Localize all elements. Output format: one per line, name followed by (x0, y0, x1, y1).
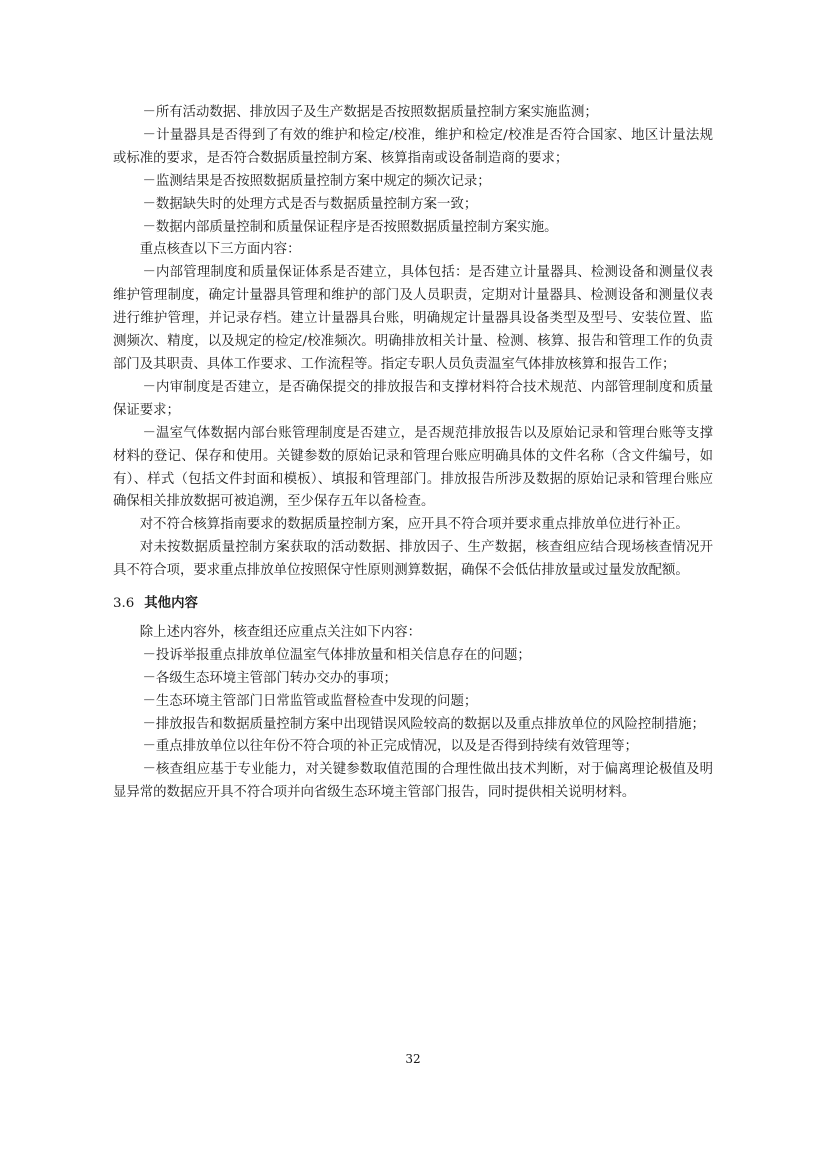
section-number: 3.6 (113, 596, 135, 612)
bullet-paragraph: －各级生态环境主管部门转办交办的事项； (142, 670, 397, 686)
bullet-paragraph: －排放报告和数据质量控制方案中出现错误风险较高的数据以及重点排放单位的风险控制措施； (142, 716, 705, 732)
bullet-paragraph: －温室气体数据内部台账管理制度是否建立，是否规范排放报告以及原始记录和管理台账等支撑材料的登记、保存和使用。关键参数的原始记录和管理台账应明确具体的文件名称（含文件编号，如有）、样式（包括文件封面和模板）、填报和管理部门。排放报告所涉及数据的原始记录和管理台账应确保相关排放数据可被追溯，至少保存五年以备检查。 (113, 425, 713, 510)
body-paragraph: 对未按数据质量控制方案获取的活动数据、排放因子、生产数据，核查组应结合现场核查情况开具不符合项，要求重点排放单位按照保守性原则测算数据，确保不会低估排放量或过量发放配额。 (113, 540, 713, 579)
section-heading (113, 593, 713, 616)
body-paragraph: 重点核查以下三方面内容： (139, 242, 301, 258)
page-number: 32 (405, 1052, 421, 1066)
page-content (113, 102, 713, 805)
section-title: 其他内容 (144, 596, 198, 612)
bullet-paragraph: －监测结果是否按照数据质量控制方案中规定的频次记录； (142, 173, 491, 189)
bullet-paragraph: －生态环境主管部门日常监管或监督检查中发现的问题； (142, 693, 478, 709)
paragraph-group-before-section (113, 102, 713, 583)
bullet-paragraph: －所有活动数据、排放因子及生产数据是否按照数据质量控制方案实施监测； (142, 105, 598, 120)
body-paragraph: 除上述内容外，核查组还应重点关注如下内容： (139, 624, 421, 640)
bullet-paragraph: －投诉举报重点排放单位温室气体排放量和相关信息存在的问题； (142, 647, 531, 663)
bullet-paragraph: －计量器具是否得到了有效的维护和检定/校准，维护和检定/校准是否符合国家、地区计量法规或标准的要求，是否符合数据质量控制方案、核算指南或设备制造商的要求； (113, 127, 713, 166)
bullet-paragraph: －核查组应基于专业能力，对关键参数取值范围的合理性做出技术判断，对于偏离理论极值及明显异常的数据应开具不符合项并向省级生态环境主管部门报告，同时提供相关说明材料。 (113, 762, 713, 801)
bullet-paragraph: －内部管理制度和质量保证体系是否建立，具体包括：是否建立计量器具、检测设备和测量仪表维护管理制度，确定计量器具管理和维护的部门及人员职责，定期对计量器具、检测设备和测量仪表进行维护管理，并记录存档。建立计量器具台账，明确规定计量器具设备类型及型号、安装位置、监测频次、精度，以及规定的检定/校准频次。明确排放相关计量、检测、核算、报告和管理工作的负责部门及其职责、具体工作要求、工作流程等。指定专职人员负责温室气体排放核算和报告工作； (113, 265, 713, 372)
bullet-paragraph: －重点排放单位以往年份不符合项的补正完成情况，以及是否得到持续有效管理等； (142, 739, 638, 755)
paragraph-group-after-section (113, 622, 713, 805)
bullet-paragraph: －数据内部质量控制和质量保证程序是否按照数据质量控制方案实施。 (142, 219, 558, 235)
bullet-paragraph: －内审制度是否建立，是否确保提交的排放报告和支撑材料符合技术规范、内部管理制度和质量保证要求； (113, 379, 713, 418)
bullet-paragraph: －数据缺失时的处理方式是否与数据质量控制方案一致； (142, 196, 478, 212)
body-paragraph: 对不符合核算指南要求的数据质量控制方案，应开具不符合项并要求重点排放单位进行补正。 (139, 517, 689, 533)
